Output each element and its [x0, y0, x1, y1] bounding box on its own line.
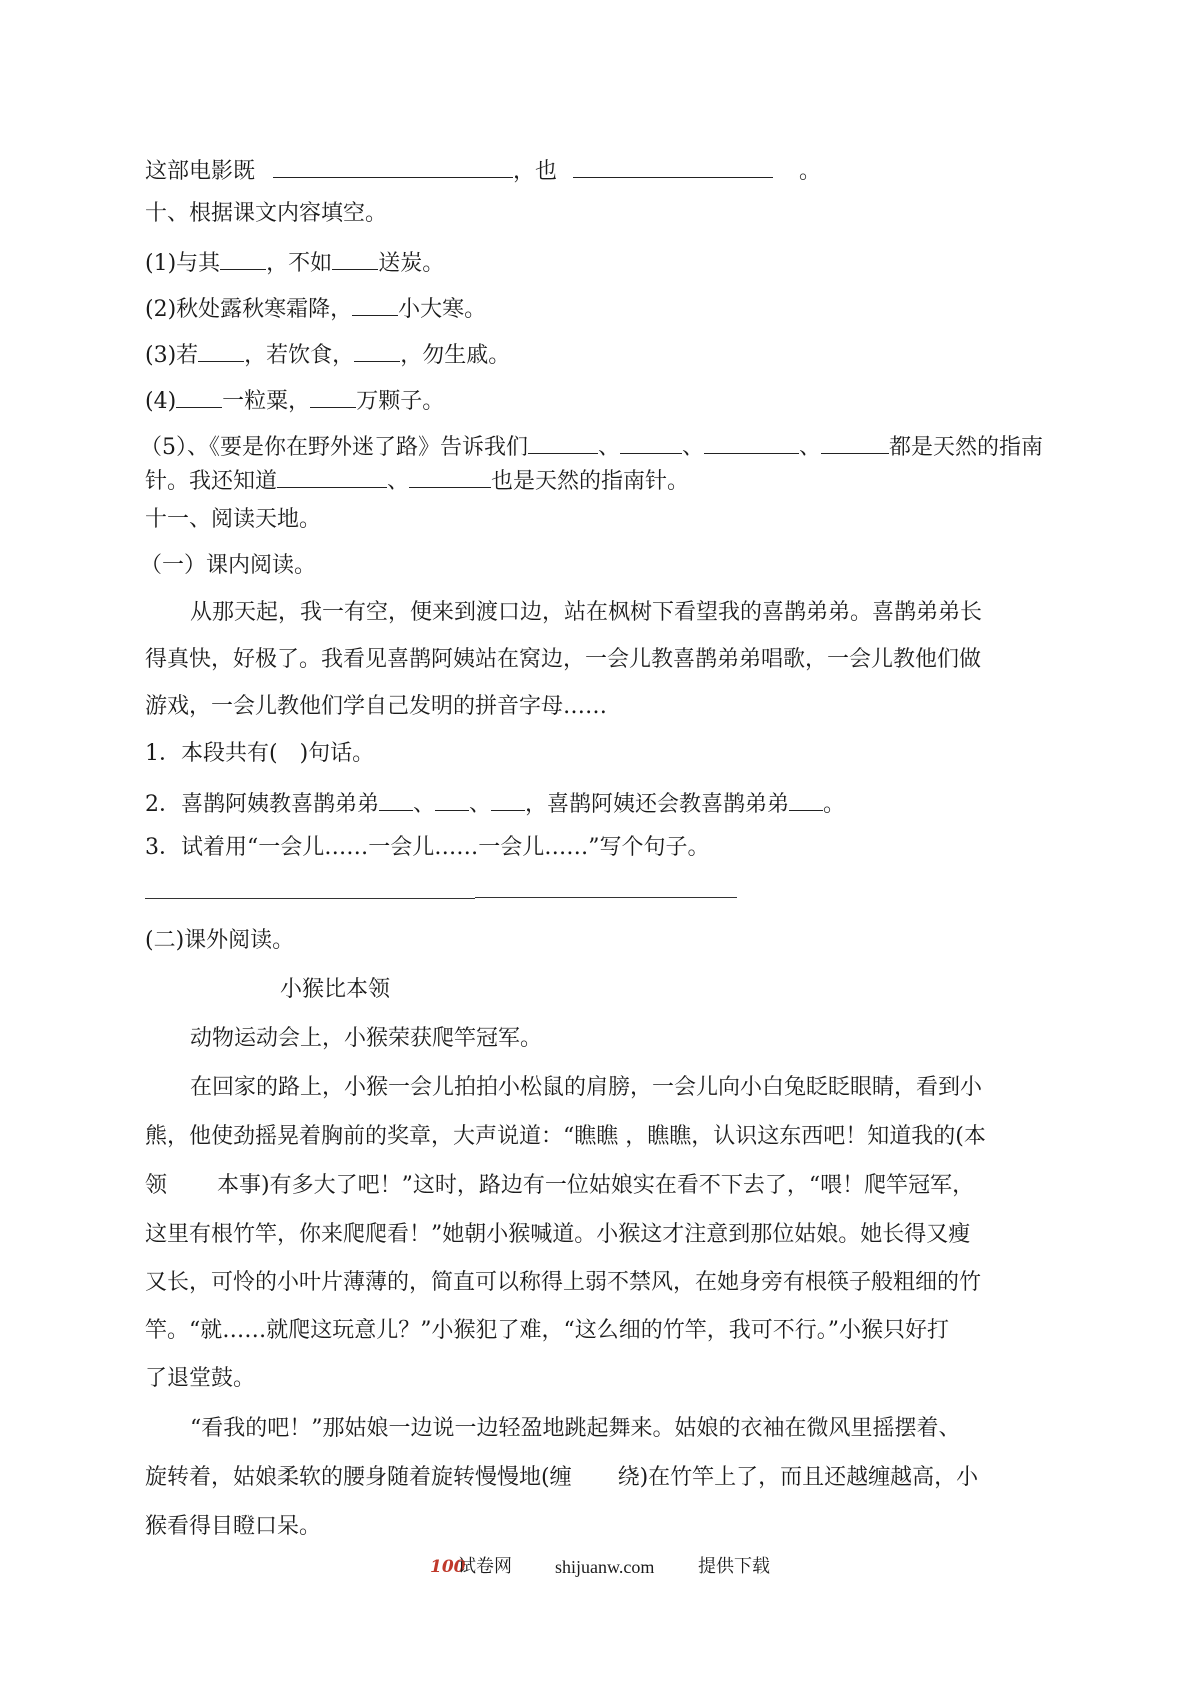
story-line: 了退堂鼓。: [145, 1366, 256, 1391]
answer-blank[interactable]: [573, 153, 773, 178]
answer-blank[interactable]: [620, 429, 682, 454]
question-4: (4) 一粒粟， 万颗子。: [145, 383, 444, 417]
reading-question-1: 1．本段共有( )句话。: [145, 741, 375, 766]
answer-line[interactable]: [475, 897, 737, 898]
site-logo: 100: [430, 1557, 466, 1577]
story-line: “看我的吧！”那姑娘一边说一边轻盈地跳起舞来。姑娘的衣袖在微风里摇摆着、: [190, 1416, 961, 1441]
reading-1-title: （一）课内阅读。: [140, 553, 317, 578]
story-line: 动物运动会上，小猴荣获爬竿冠军。: [190, 1026, 543, 1051]
answer-blank[interactable]: [352, 291, 398, 316]
site-url[interactable]: shijuanw.com: [555, 1557, 655, 1577]
answer-blank[interactable]: [435, 786, 469, 811]
answer-blank[interactable]: [310, 383, 356, 408]
answer-blank[interactable]: [704, 429, 799, 454]
section-10-title: 十、根据课文内容填空。: [145, 201, 388, 226]
story-title: 小猴比本领: [280, 977, 391, 1002]
story-line: 旋转着，姑娘柔软的腰身随着旋转慢慢地(缠 绕)在竹竿上了，而且还越缠越高，小: [145, 1465, 979, 1490]
reading-2-title: (二)课外阅读。: [145, 928, 295, 953]
question-3: (3)若 ，若饮食， ，勿生戚。: [145, 337, 510, 371]
reading-1-paragraph-line: 游戏，一会儿教他们学自己发明的拼音字母……: [145, 694, 608, 719]
question-5-cont: 针。我还知道 、 也是天然的指南针。: [145, 463, 689, 497]
story-line: 领 本事)有多大了吧！”这时，路边有一位姑娘实在看不下去了，“喂！爬竿冠军，: [145, 1173, 975, 1198]
story-line: 这里有根竹竿，你来爬爬看！”她朝小猴喊道。小猴这才注意到那位姑娘。她长得又瘦: [145, 1222, 971, 1247]
answer-blank[interactable]: [491, 786, 525, 811]
reading-question-3: 3．试着用“一会儿……一会儿……一会儿……”写个句子。: [145, 835, 710, 860]
section-11-title: 十一、阅读天地。: [145, 507, 322, 532]
story-line: 熊，他使劲摇晃着胸前的奖章，大声说道：“瞧瞧 ，瞧瞧，认识这东西吧！知道我的(本: [145, 1124, 986, 1149]
answer-blank[interactable]: [198, 337, 244, 362]
answer-blank[interactable]: [277, 463, 387, 488]
question-1: (1)与其 ，不如 送炭。: [145, 245, 444, 279]
answer-blank[interactable]: [220, 245, 266, 270]
fill-sentence-movie: 这部电影既 ，也 。: [145, 153, 821, 187]
story-line: 又长，可怜的小叶片薄薄的，简直可以称得上弱不禁风，在她身旁有根筷子般粗细的竹: [145, 1270, 982, 1295]
reading-1-paragraph-line: 得真快，好极了。我看见喜鹊阿姨站在窝边，一会儿教喜鹊弟弟唱歌，一会儿教他们做: [145, 647, 982, 672]
question-2: (2)秋处露秋寒霜降， 小大寒。: [145, 291, 486, 325]
download-note: 提供下载: [698, 1556, 770, 1577]
answer-blank[interactable]: [821, 429, 889, 454]
reading-1-paragraph-line: 从那天起，我一有空，便来到渡口边，站在枫树下看望我的喜鹊弟弟。喜鹊弟弟长: [190, 600, 983, 625]
answer-blank[interactable]: [354, 337, 400, 362]
answer-blank[interactable]: [176, 383, 222, 408]
story-line: 竿。“就……就爬这玩意儿？”小猴犯了难，“这么细的竹竿，我可不行。”小猴只好打: [145, 1318, 949, 1343]
answer-blank[interactable]: [273, 153, 513, 178]
story-line: 猴看得目瞪口呆。: [145, 1514, 322, 1539]
reading-question-2: 2．喜鹊阿姨教喜鹊弟弟 、 、 ，喜鹊阿姨还会教喜鹊弟弟 。: [145, 786, 845, 820]
answer-line[interactable]: [145, 898, 475, 899]
answer-blank[interactable]: [789, 786, 823, 811]
answer-blank[interactable]: [379, 786, 413, 811]
site-brand: 试卷网: [458, 1556, 512, 1577]
question-5: （5）、《要是你在野外迷了路》告诉我们 、 、 、 都是天然的指南: [140, 429, 1043, 463]
answer-blank[interactable]: [528, 429, 598, 454]
story-line: 在回家的路上，小猴一会儿拍拍小松鼠的肩膀，一会儿向小白兔眨眨眼睛，看到小: [190, 1075, 983, 1100]
answer-blank[interactable]: [332, 245, 378, 270]
answer-blank[interactable]: [409, 463, 491, 488]
